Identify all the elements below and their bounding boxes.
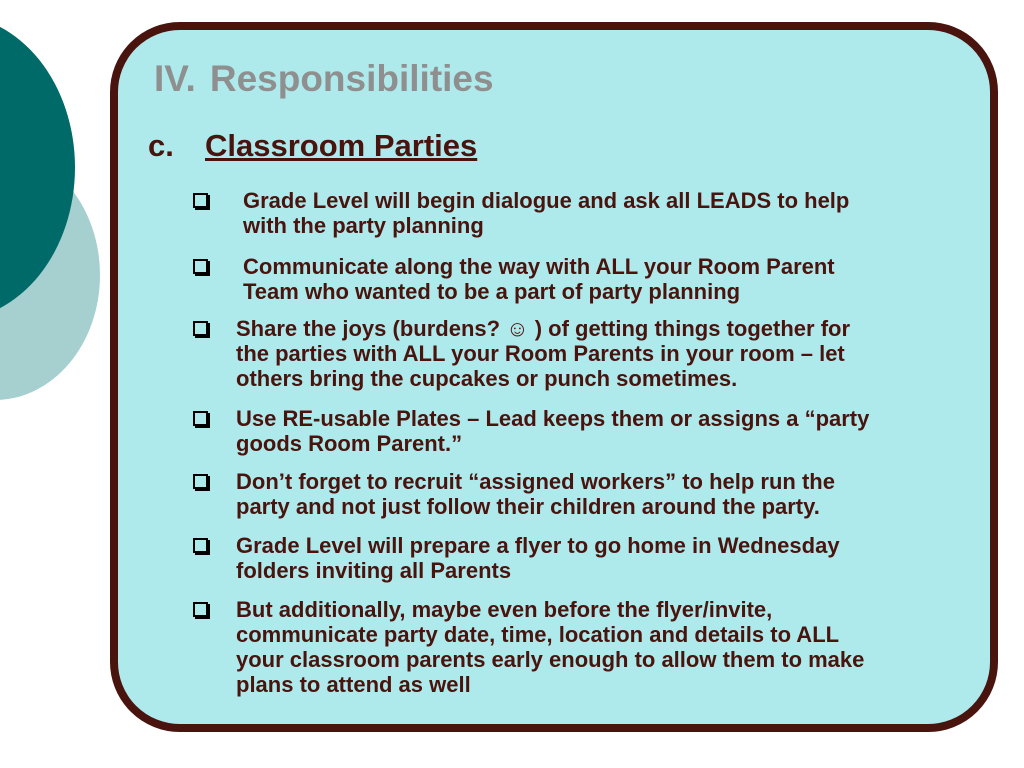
section-number: IV. <box>154 58 196 99</box>
subheading-letter: c. <box>148 128 174 163</box>
bullet-line: Use RE-usable Plates – Lead keeps them or assigns a “party <box>236 406 870 431</box>
bullet-text <box>243 254 835 304</box>
bullet-line: with the party planning <box>243 213 484 238</box>
checkbox-bullet-icon <box>193 259 208 274</box>
bullet-text <box>236 533 840 583</box>
bullet-text <box>243 188 849 238</box>
bullet-line: others bring the cupcakes or punch sometimes. <box>236 366 738 391</box>
bullet-line: Grade Level will begin dialogue and ask all LEADS to help <box>243 188 850 213</box>
checkbox-bullet-icon <box>193 321 208 336</box>
checkbox-bullet-icon <box>193 474 208 489</box>
bullet-line: Share the joys (burdens? ☺ ) of getting things together for <box>236 316 851 341</box>
subheading <box>148 128 477 164</box>
slide-title <box>154 58 494 100</box>
bullet-line: goods Room Parent.” <box>236 431 463 456</box>
checkbox-bullet-icon <box>193 602 208 617</box>
bullet-line: But additionally, maybe even before the flyer/invite, <box>236 597 773 622</box>
bullet-text <box>236 597 864 697</box>
bullet-line: folders inviting all Parents <box>236 558 512 583</box>
bullet-line: plans to attend as well <box>236 672 471 697</box>
checkbox-bullet-icon <box>193 193 208 208</box>
subheading-text: Classroom Parties <box>205 128 478 163</box>
section-title: Responsibilities <box>209 58 494 99</box>
bullet-text <box>236 469 835 519</box>
bullet-line: Grade Level will prepare a flyer to go home in Wednesday <box>236 533 840 558</box>
bullet-line: Team who wanted to be a part of party planning <box>243 279 741 304</box>
bullet-line: Communicate along the way with ALL your Room Parent <box>243 254 835 279</box>
bullet-text <box>236 406 869 456</box>
bullet-line: your classroom parents early enough to allow them to make <box>236 647 865 672</box>
bullet-line: the parties with ALL your Room Parents in your room – let <box>236 341 845 366</box>
checkbox-bullet-icon <box>193 538 208 553</box>
bullet-text <box>236 316 850 391</box>
bullet-line: party and not just follow their children around the party. <box>236 494 820 519</box>
checkbox-bullet-icon <box>193 411 208 426</box>
bullet-line: communicate party date, time, location and details to ALL <box>236 622 840 647</box>
bullet-line: Don’t forget to recruit “assigned workers” to help run the <box>236 469 835 494</box>
